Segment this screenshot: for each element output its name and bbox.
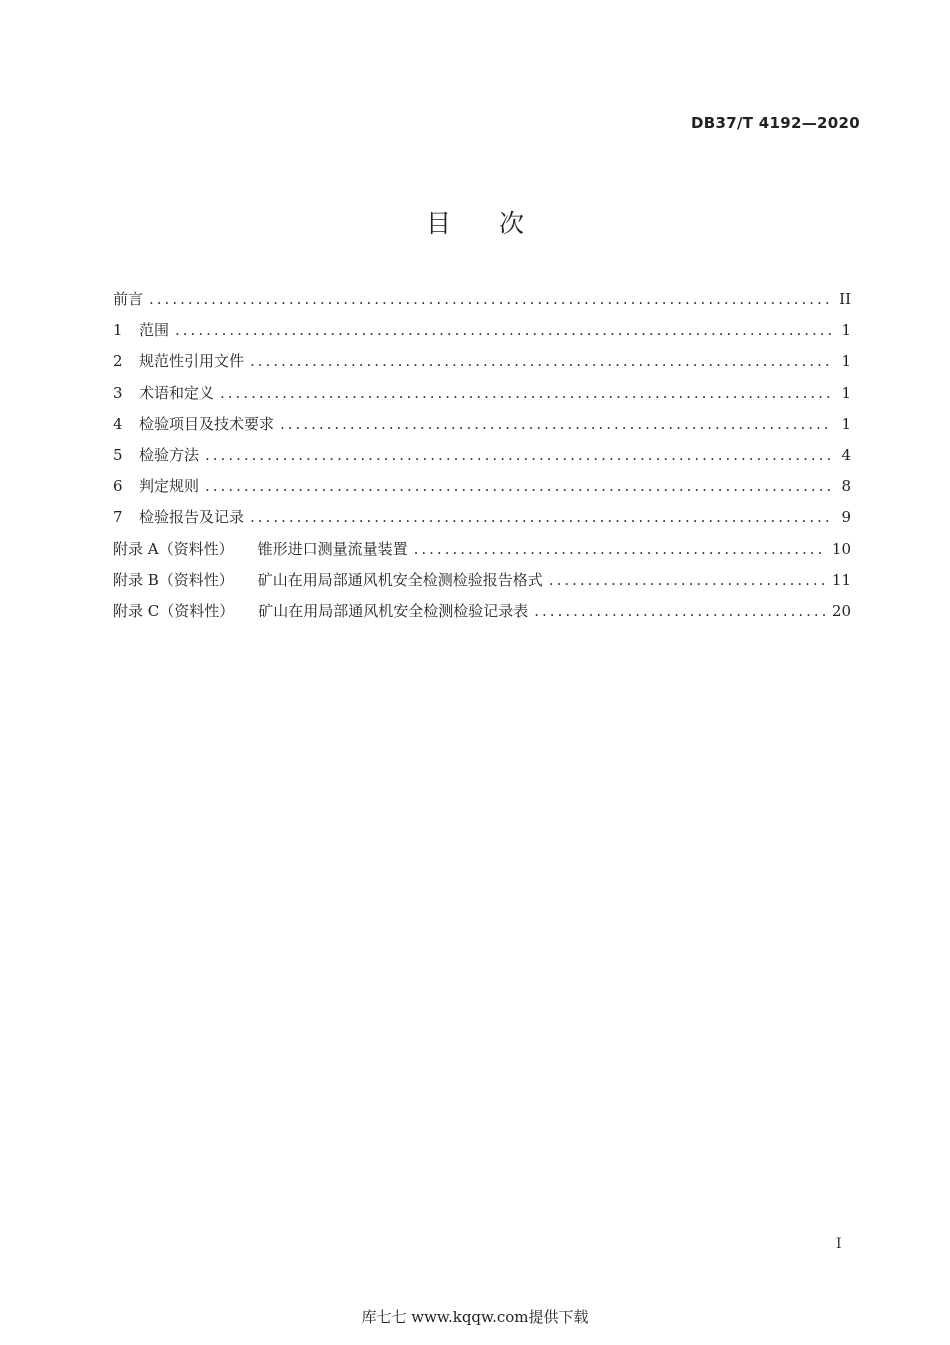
toc-entry-label: 检验方法 xyxy=(139,445,200,464)
toc-entry-page: II xyxy=(839,290,851,308)
toc-entry-label: 判定规则 xyxy=(139,477,200,496)
toc-entry-page: 11 xyxy=(831,570,851,589)
toc-entry-number: 2 xyxy=(113,352,123,371)
toc-entry-label: 检验报告及记录 xyxy=(139,508,245,527)
toc-entry-label: 范围 xyxy=(139,321,170,340)
toc-leader-dots xyxy=(549,566,826,594)
toc-entry-page: 20 xyxy=(831,601,851,620)
document-code: DB37/T 4192—2020 xyxy=(691,114,860,132)
toc-entry-report-records[interactable] xyxy=(113,503,851,534)
toc-entry-judgment-rules[interactable] xyxy=(113,472,851,503)
toc-entry-appendix-a[interactable] xyxy=(113,535,851,566)
table-of-contents xyxy=(113,285,851,628)
toc-entry-appendix-b[interactable] xyxy=(113,566,851,597)
toc-appendix-prefix: 附录 B（资料性） xyxy=(113,570,234,589)
toc-appendix-prefix: 附录 A（资料性） xyxy=(113,539,234,558)
toc-entry-number: 3 xyxy=(113,383,123,402)
toc-leader-dots xyxy=(414,535,826,563)
toc-entry-page: 10 xyxy=(831,539,851,558)
toc-entry-appendix-c[interactable] xyxy=(113,597,851,628)
toc-entry-label: 矿山在用局部通风机安全检测检验报告格式 xyxy=(257,570,543,589)
toc-entry-number: 5 xyxy=(113,445,123,464)
toc-entry-number: 7 xyxy=(113,508,123,527)
footer-download-note: 库七七 www.kqqw.com提供下载 xyxy=(361,1308,589,1326)
toc-entry-page: 8 xyxy=(841,477,851,496)
toc-entry-label: 前言 xyxy=(113,290,144,308)
toc-leader-dots xyxy=(220,379,831,407)
toc-entry-page: 1 xyxy=(841,383,851,402)
toc-entry-number: 6 xyxy=(113,477,123,496)
toc-entry-terms-definitions[interactable] xyxy=(113,379,851,410)
page-number: I xyxy=(836,1236,842,1252)
toc-leader-dots xyxy=(250,503,831,531)
toc-entry-page: 9 xyxy=(841,508,851,527)
toc-entry-inspection-methods[interactable] xyxy=(113,441,851,472)
toc-entry-inspection-items[interactable] xyxy=(113,410,851,441)
toc-leader-dots xyxy=(205,472,831,500)
toc-leader-dots xyxy=(175,316,831,344)
toc-leader-dots xyxy=(280,410,831,438)
toc-entry-number: 4 xyxy=(113,414,123,433)
toc-entry-scope[interactable] xyxy=(113,316,851,347)
toc-entry-number: 1 xyxy=(113,321,123,340)
toc-entry-label: 规范性引用文件 xyxy=(139,352,245,371)
toc-leader-dots xyxy=(534,597,826,625)
toc-entry-page: 1 xyxy=(841,352,851,371)
toc-entry-label: 术语和定义 xyxy=(139,383,215,402)
toc-entry-label: 检验项目及技术要求 xyxy=(139,414,275,433)
toc-entry-normative-references[interactable] xyxy=(113,347,851,378)
toc-entry-page: 4 xyxy=(841,445,851,464)
toc-entry-label: 锥形进口测量流量装置 xyxy=(257,539,408,558)
toc-leader-dots xyxy=(250,347,831,375)
toc-entry-foreword[interactable] xyxy=(113,285,851,316)
toc-entry-page: 1 xyxy=(841,414,851,433)
toc-title: 目次 xyxy=(425,209,572,238)
toc-entry-label: 矿山在用局部通风机安全检测检验记录表 xyxy=(258,601,529,620)
toc-leader-dots xyxy=(205,441,831,469)
toc-appendix-prefix: 附录 C（资料性） xyxy=(113,601,235,620)
toc-entry-page: 1 xyxy=(841,321,851,340)
toc-leader-dots xyxy=(149,285,831,313)
